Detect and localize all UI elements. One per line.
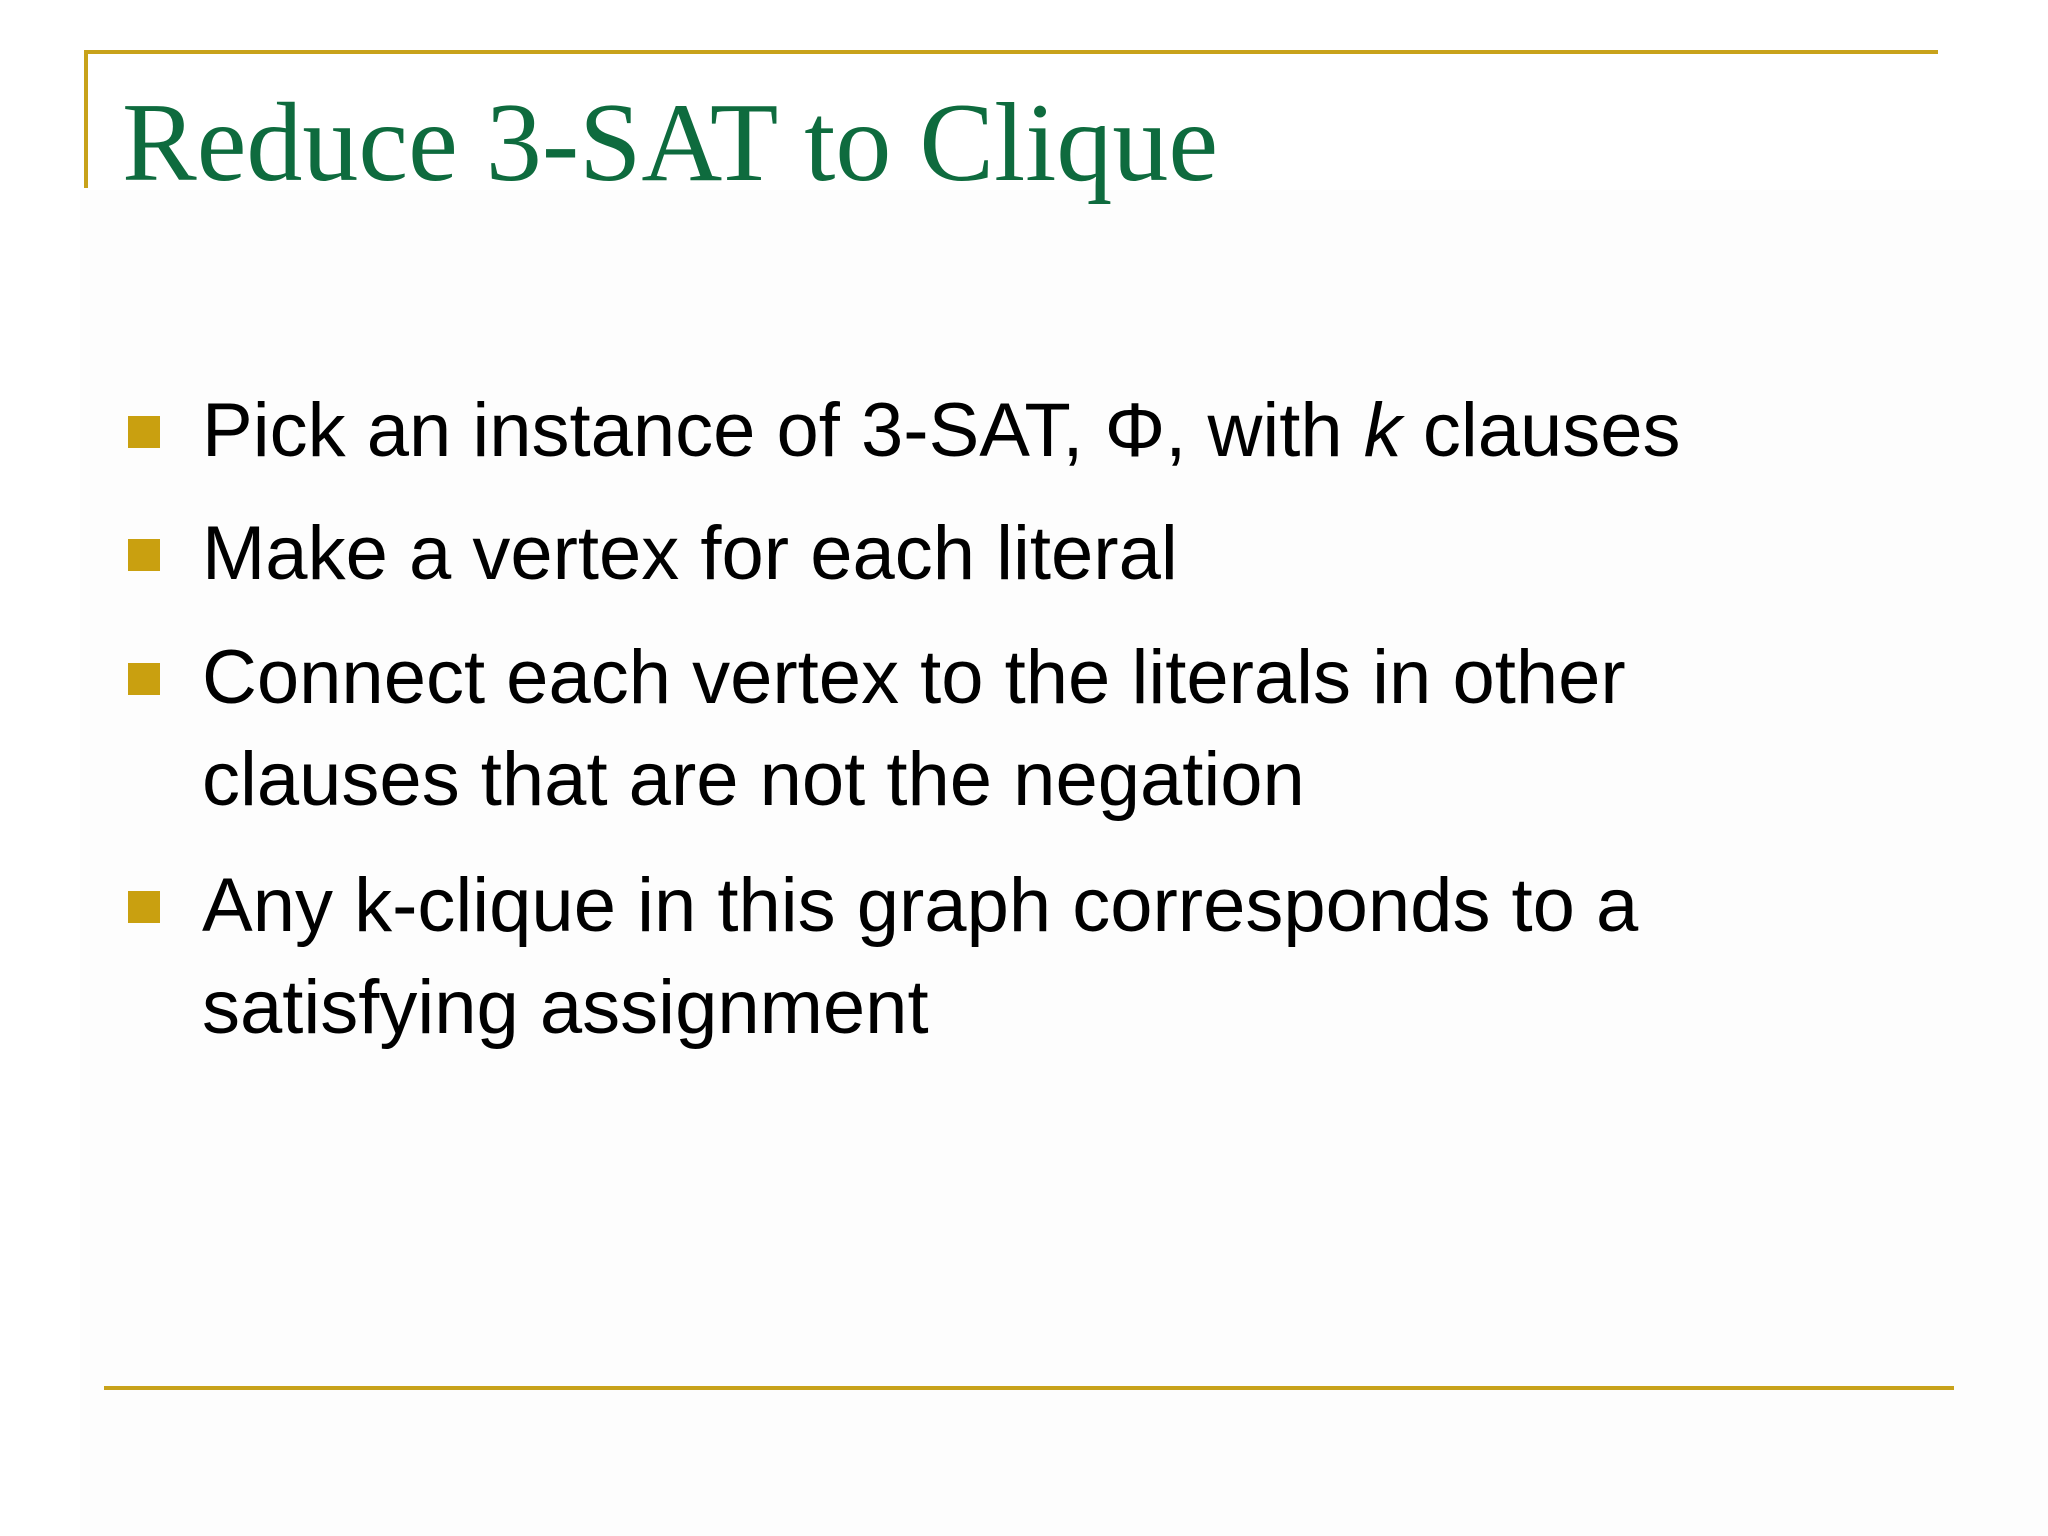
bottom-rule <box>104 1386 1954 1390</box>
top-rule <box>84 50 1938 54</box>
bullet-text-1-italic-k: k <box>1363 388 1402 473</box>
bullet-text-3: Connect each vertex to the literals in other clauses that are not the negation <box>202 635 1626 822</box>
square-bullet-icon <box>128 891 160 923</box>
bullet-text-4: Any k-clique in this graph corresponds to a satisfying assignment <box>202 863 1639 1050</box>
left-rule <box>84 50 88 188</box>
square-bullet-icon <box>128 663 160 695</box>
bullet-text-1 <box>202 380 1892 482</box>
square-bullet-icon <box>128 539 160 571</box>
bullet-text-1-part-1: Pick an instance of 3-SAT, Φ, with <box>202 388 1364 473</box>
slide-title: Reduce 3-SAT to Clique <box>122 81 1219 205</box>
bullet-text-2: Make a vertex for each literal <box>202 511 1178 596</box>
bullet-text-1-part-2: clauses <box>1401 388 1681 473</box>
square-bullet-icon <box>128 416 160 448</box>
